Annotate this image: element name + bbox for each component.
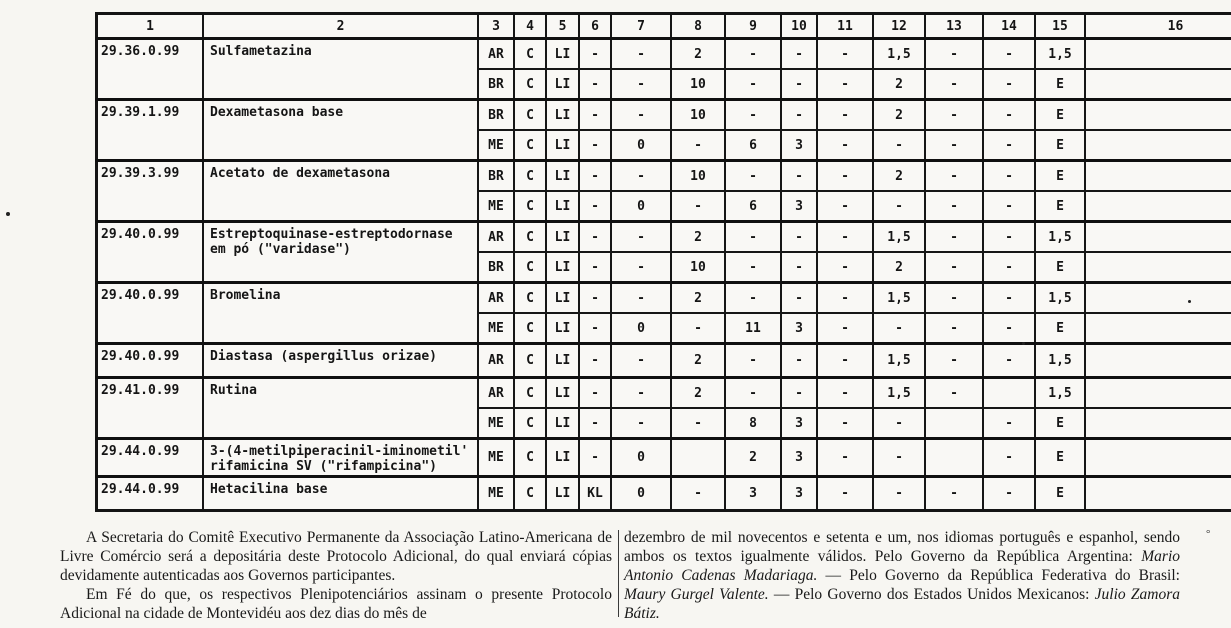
value-cell: - [817,39,873,70]
value-cell: E [1035,161,1085,192]
value-cell: - [611,252,671,283]
value-cell: - [671,408,725,439]
value-cell: 2 [873,252,925,283]
value-cell: - [671,477,725,511]
value-cell: - [579,439,611,477]
value-cell: - [983,191,1035,222]
value-cell: - [925,130,983,161]
closing-text-left-column [60,528,612,623]
value-cell: - [817,283,873,314]
value-cell: E [1035,100,1085,131]
column-header-12: 12 [873,14,925,39]
value-cell [983,378,1035,409]
value-cell: C [514,408,546,439]
column-header-9: 9 [725,14,781,39]
country-cell: BR [478,252,514,283]
value-cell: 1,5 [1035,283,1085,314]
signatory-name: Maury Gurgel Valente. [624,586,769,604]
value-cell: - [781,69,817,100]
paragraph-secretaria: A Secretaria do Comitê Executivo Permanente da Associação Latino-Americana de Livre Comércio será a depositária deste Protocolo Adicional, do qual enviará cópias devidamente autenticadas aos Governos participantes. [60,529,612,585]
value-cell: - [781,100,817,131]
value-cell: - [817,378,873,409]
value-cell: LI [546,130,579,161]
value-cell: LI [546,378,579,409]
value-cell: - [579,222,611,253]
value-cell: - [983,100,1035,131]
signature-text: — Pelo Governo da República Federativa do Brasil: [817,567,1180,585]
value-cell: C [514,222,546,253]
value-cell: 0 [611,313,671,344]
value-cell: - [925,161,983,192]
value-cell: - [579,283,611,314]
value-cell: - [873,130,925,161]
value-cell: 1,5 [873,378,925,409]
value-cell: C [514,283,546,314]
product-code: 29.44.0.99 [97,477,204,511]
value-cell: E [1035,130,1085,161]
product-name: Hetacilina base [203,477,478,511]
product-name: Rutina [203,378,478,439]
column-header-2: 2 [203,14,478,39]
value-cell: - [611,222,671,253]
value-cell: - [817,252,873,283]
column-header-6: 6 [579,14,611,39]
value-cell: - [579,130,611,161]
country-cell: BR [478,100,514,131]
paragraph-signatures [624,528,1180,623]
value-cell: - [983,313,1035,344]
product-name: Dexametasona base [203,100,478,161]
value-cell: - [725,222,781,253]
value-cell: E [1035,477,1085,511]
value-cell: - [579,191,611,222]
country-cell: AR [478,378,514,409]
value-cell: - [817,161,873,192]
value-cell: C [514,130,546,161]
value-cell: 2 [873,161,925,192]
closing-text-block [60,528,1180,623]
value-cell: 2 [671,378,725,409]
value-cell: 1,5 [873,283,925,314]
value-cell: - [671,130,725,161]
value-cell: - [925,477,983,511]
value-cell: - [925,69,983,100]
value-cell: - [925,283,983,314]
value-cell: - [611,283,671,314]
column-header-15: 15 [1035,14,1085,39]
value-cell: C [514,378,546,409]
value-cell: C [514,252,546,283]
value-cell: 10 [671,161,725,192]
value-cell: - [579,313,611,344]
column-header-1: 1 [97,14,204,39]
value-cell: 2 [671,39,725,70]
country-cell: AR [478,222,514,253]
table-row [97,477,1231,511]
value-cell [1085,130,1231,161]
value-cell: - [781,39,817,70]
value-cell: E [1035,408,1085,439]
value-cell [1085,378,1231,409]
value-cell: - [925,344,983,378]
product-name: Bromelina [203,283,478,344]
value-cell: 0 [611,439,671,477]
value-cell: - [873,313,925,344]
column-header-7: 7 [611,14,671,39]
value-cell: - [983,283,1035,314]
value-cell: - [817,439,873,477]
value-cell: - [873,477,925,511]
value-cell: - [817,408,873,439]
value-cell: - [925,313,983,344]
value-cell [1085,283,1231,314]
value-cell: - [671,313,725,344]
value-cell: - [983,161,1035,192]
value-cell: - [983,344,1035,378]
column-divider-rule [618,530,619,617]
country-cell: BR [478,69,514,100]
value-cell: - [725,252,781,283]
value-cell: 3 [781,439,817,477]
table-header-row [97,14,1231,39]
value-cell: E [1035,313,1085,344]
value-cell [1085,477,1231,511]
table-row [97,39,1231,70]
country-cell: AR [478,344,514,378]
product-code: 29.41.0.99 [97,378,204,439]
value-cell: - [781,283,817,314]
value-cell: 1,5 [1035,378,1085,409]
value-cell [1085,161,1231,192]
signatory-name: Julio Zamora Bátiz. [624,586,1180,623]
value-cell: C [514,191,546,222]
value-cell: - [873,191,925,222]
value-cell: - [725,378,781,409]
value-cell: LI [546,313,579,344]
table-row [97,439,1231,477]
value-cell: C [514,477,546,511]
value-cell: LI [546,222,579,253]
column-header-3: 3 [478,14,514,39]
value-cell [1085,408,1231,439]
value-cell: E [1035,439,1085,477]
value-cell: - [725,344,781,378]
value-cell: 2 [873,100,925,131]
value-cell: 2 [873,69,925,100]
value-cell: 3 [725,477,781,511]
country-cell: ME [478,313,514,344]
value-cell: - [873,439,925,477]
value-cell [925,408,983,439]
value-cell: 2 [671,283,725,314]
value-cell: - [925,191,983,222]
product-name: 3-(4-metilpiperacinil-iminometil' rifamicina SV ("rifampicina") [203,439,478,477]
table-row [97,283,1231,314]
value-cell: 1,5 [1035,222,1085,253]
value-cell: E [1035,252,1085,283]
value-cell: 1,5 [1035,344,1085,378]
value-cell: LI [546,100,579,131]
column-header-13: 13 [925,14,983,39]
scan-speck [1188,300,1191,303]
value-cell [671,439,725,477]
product-name: Estreptoquinase-estreptodornase em pó ("varidase") [203,222,478,283]
value-cell: C [514,313,546,344]
table-row [97,344,1231,378]
value-cell: - [817,313,873,344]
column-header-8: 8 [671,14,725,39]
value-cell: 0 [611,130,671,161]
tariff-concession-table [95,12,1231,512]
country-cell: ME [478,439,514,477]
value-cell: - [817,100,873,131]
value-cell: 1,5 [873,222,925,253]
value-cell: C [514,439,546,477]
value-cell: LI [546,252,579,283]
value-cell [1085,39,1231,70]
value-cell: - [579,100,611,131]
value-cell: - [579,408,611,439]
value-cell: 2 [725,439,781,477]
column-header-14: 14 [983,14,1035,39]
value-cell: C [514,69,546,100]
value-cell: - [781,344,817,378]
value-cell: - [579,161,611,192]
value-cell: - [781,378,817,409]
value-cell: LI [546,39,579,70]
value-cell: - [611,408,671,439]
signature-text: — Pelo Governo dos Estados Unidos Mexicanos: [768,586,1095,604]
product-code: 29.39.1.99 [97,100,204,161]
value-cell: - [781,252,817,283]
value-cell [925,439,983,477]
signature-text: dezembro de mil novecentos e setenta e um, nos idiomas português e espanhol, sendo ambos os textos igualmente válidos. Pelo Governo da República Argentina: [624,529,1180,566]
value-cell: - [817,477,873,511]
value-cell: - [925,39,983,70]
value-cell: - [611,378,671,409]
product-code: 29.40.0.99 [97,222,204,283]
value-cell: - [611,69,671,100]
value-cell: - [725,161,781,192]
value-cell [1085,69,1231,100]
scan-speck [1022,342,1025,345]
product-code: 29.40.0.99 [97,344,204,378]
value-cell: - [781,161,817,192]
country-cell: ME [478,130,514,161]
scan-speck [6,212,10,216]
value-cell: LI [546,283,579,314]
country-cell: AR [478,39,514,70]
value-cell: - [983,439,1035,477]
value-cell: LI [546,191,579,222]
table-row [97,222,1231,253]
value-cell: - [579,39,611,70]
value-cell: - [817,191,873,222]
value-cell: - [983,69,1035,100]
value-cell: - [925,100,983,131]
value-cell [1085,222,1231,253]
value-cell: - [725,283,781,314]
value-cell: 6 [725,130,781,161]
column-header-5: 5 [546,14,579,39]
value-cell: - [873,408,925,439]
value-cell [1085,252,1231,283]
product-code: 29.40.0.99 [97,283,204,344]
product-name: Diastasa (aspergillus orizae) [203,344,478,378]
value-cell: - [781,222,817,253]
value-cell: - [817,344,873,378]
value-cell: - [983,222,1035,253]
column-header-11: 11 [817,14,873,39]
value-cell: 3 [781,477,817,511]
value-cell: LI [546,439,579,477]
paragraph-em-fe: Em Fé do que, os respectivos Plenipotenciários assinam o presente Protocolo Adicional na cidade de Montevidéu aos dez dias do mês de [60,586,612,623]
product-code: 29.44.0.99 [97,439,204,477]
value-cell: C [514,161,546,192]
value-cell: - [579,344,611,378]
table-row [97,100,1231,131]
value-cell: LI [546,69,579,100]
value-cell: - [817,69,873,100]
value-cell: - [817,130,873,161]
value-cell: 0 [611,191,671,222]
value-cell: 1,5 [1035,39,1085,70]
value-cell: - [579,378,611,409]
column-header-10: 10 [781,14,817,39]
product-code: 29.36.0.99 [97,39,204,100]
closing-text-right-column [624,528,1180,623]
value-cell: - [671,191,725,222]
value-cell: - [611,161,671,192]
value-cell: LI [546,477,579,511]
value-cell [1085,191,1231,222]
value-cell: C [514,100,546,131]
value-cell: 1,5 [873,344,925,378]
value-cell: 10 [671,69,725,100]
value-cell: - [611,344,671,378]
value-cell [1085,100,1231,131]
country-cell: AR [478,283,514,314]
value-cell: - [725,39,781,70]
value-cell: 2 [671,222,725,253]
value-cell: E [1035,191,1085,222]
country-cell: ME [478,477,514,511]
value-cell: 3 [781,191,817,222]
value-cell: - [725,100,781,131]
value-cell [1085,439,1231,477]
table-row [97,378,1231,409]
value-cell: - [925,222,983,253]
product-code: 29.39.3.99 [97,161,204,222]
column-header-4: 4 [514,14,546,39]
value-cell: LI [546,344,579,378]
value-cell: - [611,39,671,70]
column-header-16: 16 [1085,14,1231,39]
value-cell: 11 [725,313,781,344]
value-cell: - [983,408,1035,439]
country-cell: ME [478,191,514,222]
country-cell: ME [478,408,514,439]
signatory-name: Mario Antonio Cadenas Madariaga. [624,548,1180,585]
value-cell: KL [579,477,611,511]
value-cell: 10 [671,252,725,283]
value-cell [1085,344,1231,378]
product-name: Acetato de dexametasona [203,161,478,222]
value-cell: 3 [781,408,817,439]
value-cell: 0 [611,477,671,511]
value-cell: 2 [671,344,725,378]
stray-degree-mark: ° [1206,528,1211,540]
table-row [97,161,1231,192]
value-cell: - [817,222,873,253]
value-cell: 10 [671,100,725,131]
value-cell: - [983,130,1035,161]
value-cell: C [514,39,546,70]
value-cell: 8 [725,408,781,439]
value-cell: - [579,252,611,283]
value-cell [1085,313,1231,344]
value-cell: E [1035,69,1085,100]
country-cell: BR [478,161,514,192]
value-cell: - [983,252,1035,283]
value-cell: - [725,69,781,100]
value-cell: 1,5 [873,39,925,70]
value-cell: 3 [781,313,817,344]
value-cell: - [983,39,1035,70]
value-cell: - [579,69,611,100]
value-cell: - [983,477,1035,511]
value-cell: C [514,344,546,378]
value-cell: 3 [781,130,817,161]
product-name: Sulfametazina [203,39,478,100]
value-cell: - [611,100,671,131]
value-cell: LI [546,161,579,192]
value-cell: - [925,252,983,283]
value-cell: LI [546,408,579,439]
value-cell: 6 [725,191,781,222]
value-cell: - [925,378,983,409]
